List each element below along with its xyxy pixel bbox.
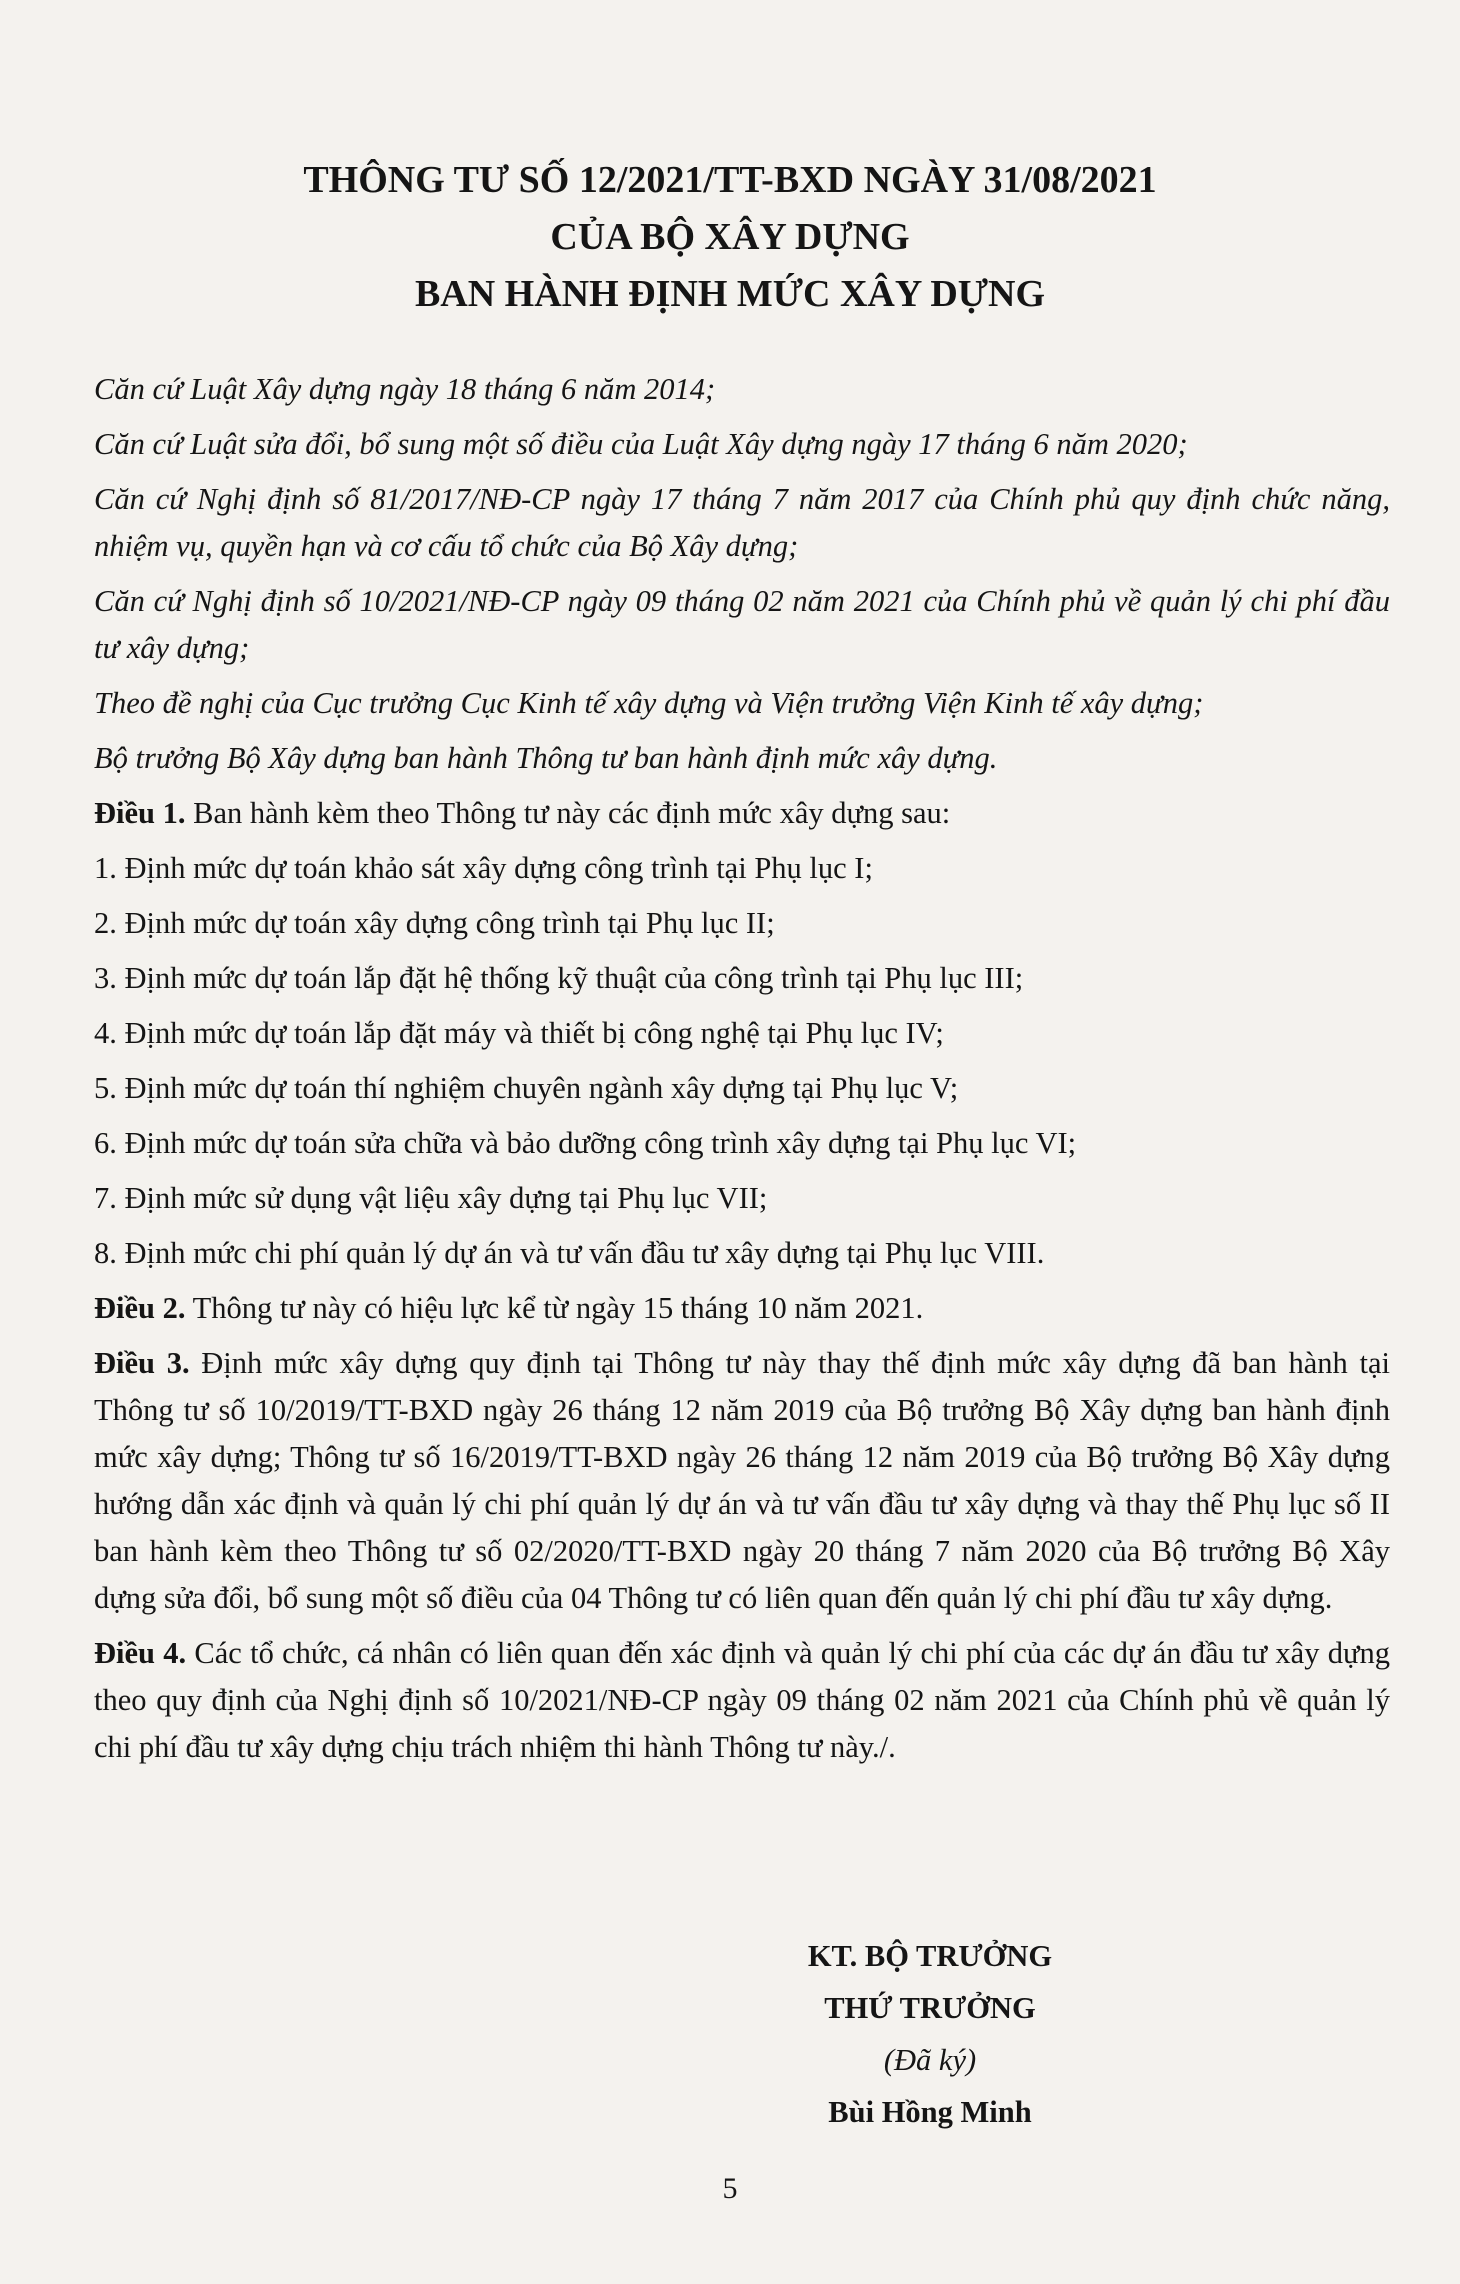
document-body — [94, 366, 1390, 1779]
title-line-3: BAN HÀNH ĐỊNH MỨC XÂY DỰNG — [414, 273, 1046, 315]
article-4-text: Các tổ chức, cá nhân có liên quan đến xác định và quản lý chi phí của các dự án đầu tư xây dựng theo quy định của Nghị định số 10/2021/NĐ-CP ngày 09 tháng 02 năm 2021 của Chính phủ về quản lý chi phí đầu tư xây dựng chịu trách nhiệm thi hành Thông tư này./. — [94, 1636, 1391, 1764]
legal-basis-2: Căn cứ Luật sửa đổi, bổ sung một số điều của Luật Xây dựng ngày 17 tháng 6 năm 2020; — [94, 427, 1188, 461]
article-4 — [94, 1630, 1390, 1771]
article-4-label: Điều 4. — [94, 1636, 187, 1670]
article-1-item-2: 2. Định mức dự toán xây dựng công trình tại Phụ lục II; — [94, 906, 775, 940]
article-1-label: Điều 1. — [94, 796, 186, 830]
signature-signed: (Đã ký) — [883, 2043, 977, 2077]
article-3-label: Điều 3. — [94, 1346, 190, 1380]
article-2 — [94, 1285, 1390, 1332]
article-3 — [94, 1340, 1390, 1622]
article-1 — [94, 790, 1390, 837]
page-number: 5 — [722, 2172, 738, 2205]
article-2-text: Thông tư này có hiệu lực kể từ ngày 15 tháng 10 năm 2021. — [185, 1291, 924, 1325]
title-line-2: CỦA BỘ XÂY DỰNG — [550, 216, 910, 258]
article-2-label: Điều 2. — [94, 1291, 186, 1325]
article-1-item-3: 3. Định mức dự toán lắp đặt hệ thống kỹ thuật của công trình tại Phụ lục III; — [94, 961, 1024, 995]
document-title — [0, 152, 1460, 323]
legal-basis-3: Căn cứ Nghị định số 81/2017/NĐ-CP ngày 17 tháng 7 năm 2017 của Chính phủ quy định chức năng, nhiệm vụ, quyền hạn và cơ cấu tổ chức của Bộ Xây dựng; — [94, 482, 1390, 563]
legal-basis-6: Bộ trưởng Bộ Xây dựng ban hành Thông tư ban hành định mức xây dựng. — [94, 741, 998, 775]
article-3-text: Định mức xây dựng quy định tại Thông tư này thay thế định mức xây dựng đã ban hành tại Thông tư số 10/2019/TT-BXD ngày 26 tháng 12 năm 2019 của Bộ trưởng Bộ Xây dựng ban hành định mức xây dựng; Thông tư số 16/2019/TT-BXD ngày 26 tháng 12 năm 2019 của Bộ trưởng Bộ Xây dựng hướng dẫn xác định và quản lý chi phí quản lý dự án và tư vấn đầu tư xây dựng và thay thế Phụ lục số II ban hành kèm theo Thông tư số 02/2020/TT-BXD ngày 20 tháng 7 năm 2020 của Bộ trưởng Bộ Xây dựng sửa đổi, bổ sung một số điều của 04 Thông tư có liên quan đến quản lý chi phí đầu tư xây dựng. — [94, 1346, 1390, 1615]
article-1-item-5: 5. Định mức dự toán thí nghiệm chuyên ngành xây dựng tại Phụ lục V; — [94, 1071, 959, 1105]
signature-line-2: THỨ TRƯỞNG — [824, 1991, 1036, 2025]
signature-line-1: KT. BỘ TRƯỞNG — [807, 1939, 1053, 1973]
legal-basis-4: Căn cứ Nghị định số 10/2021/NĐ-CP ngày 09 tháng 02 năm 2021 của Chính phủ về quản lý chi phí đầu tư xây dựng; — [94, 584, 1390, 665]
signature-block — [640, 1930, 1220, 2138]
article-1-text: Ban hành kèm theo Thông tư này các định mức xây dựng sau: — [185, 796, 951, 830]
legal-basis-1: Căn cứ Luật Xây dựng ngày 18 tháng 6 năm 2014; — [94, 372, 716, 406]
legal-basis-5: Theo đề nghị của Cục trưởng Cục Kinh tế xây dựng và Viện trưởng Viện Kinh tế xây dựng; — [94, 686, 1204, 720]
article-1-item-1: 1. Định mức dự toán khảo sát xây dựng công trình tại Phụ lục I; — [94, 851, 873, 885]
article-1-item-7: 7. Định mức sử dụng vật liệu xây dựng tại Phụ lục VII; — [94, 1181, 768, 1215]
title-line-1: THÔNG TƯ SỐ 12/2021/TT-BXD NGÀY 31/08/2021 — [303, 159, 1157, 201]
signature-name: Bùi Hồng Minh — [828, 2095, 1032, 2129]
article-1-item-6: 6. Định mức dự toán sửa chữa và bảo dưỡng công trình xây dựng tại Phụ lục VI; — [94, 1126, 1077, 1160]
article-1-item-8: 8. Định mức chi phí quản lý dự án và tư vấn đầu tư xây dựng tại Phụ lục VIII. — [94, 1236, 1045, 1270]
article-1-item-4: 4. Định mức dự toán lắp đặt máy và thiết bị công nghệ tại Phụ lục IV; — [94, 1016, 944, 1050]
